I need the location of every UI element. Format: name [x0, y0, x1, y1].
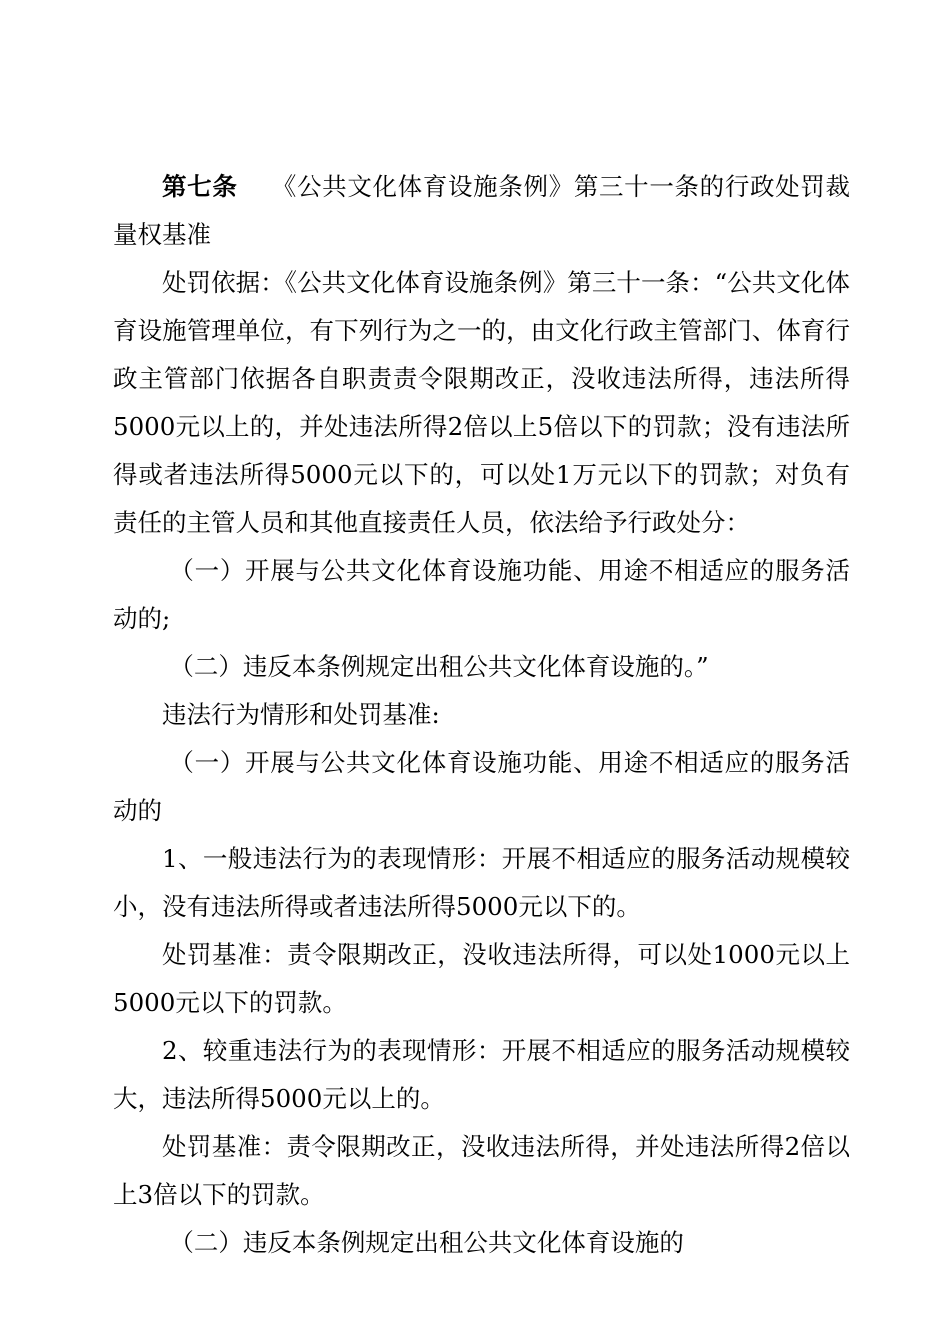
article-heading [113, 163, 850, 259]
document-page [113, 163, 850, 1267]
standard-item-1-heading: （一）开展与公共文化体育设施功能、用途不相适应的服务活动的 [113, 748, 850, 825]
article-label: 第七条 [162, 172, 238, 201]
article-title: 《公共文化体育设施条例》第三十一条的行政处罚裁量权基准 [113, 172, 851, 249]
serious-violation-paragraph: 2、较重违法行为的表现情形：开展不相适应的服务活动规模较大，违法所得5000元以上的。 [113, 1036, 850, 1113]
clause-item-2: （二）违反本条例规定出租公共文化体育设施的。” [169, 652, 709, 681]
serious-penalty-paragraph: 处罚基准：责令限期改正，没收违法所得，并处违法所得2倍以上3倍以下的罚款。 [113, 1132, 850, 1209]
clause-item-1: （一）开展与公共文化体育设施功能、用途不相适应的服务活动的; [113, 556, 850, 633]
section-heading-standards: 违法行为情形和处罚基准: [162, 700, 440, 729]
general-penalty-paragraph: 处罚基准：责令限期改正，没收违法所得，可以处1000元以上5000元以下的罚款。 [113, 940, 850, 1017]
standard-item-2-heading: （二）违反本条例规定出租公共文化体育设施的 [169, 1228, 684, 1257]
penalty-basis-paragraph: 处罚依据：《公共文化体育设施条例》第三十一条：“公共文化体育设施管理单位，有下列行为之一的，由文化行政主管部门、体育行政主管部门依据各自职责责令限期改正，没收违法所得，违法所得5000元以上的，并处违法所得2倍以上5倍以下的罚款；没有违法所得或者违法所得5000元以下的，可以处1万元以下的罚款；对负有责任的主管人员和其他直接责任人员，依法给予行政处分： [113, 268, 850, 537]
general-violation-paragraph: 1、一般违法行为的表现情形：开展不相适应的服务活动规模较小，没有违法所得或者违法所得5000元以下的。 [113, 844, 850, 921]
